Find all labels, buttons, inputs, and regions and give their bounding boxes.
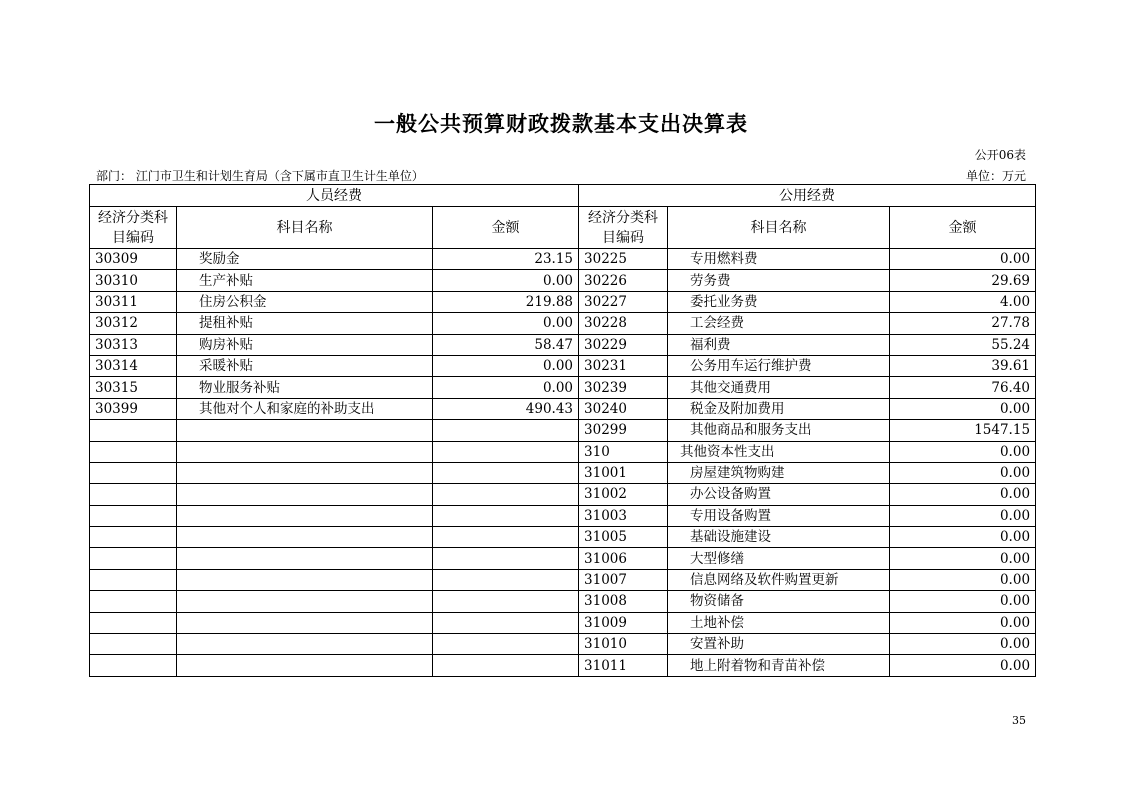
public-name-cell: 信息网络及软件购置更新 [668,569,890,590]
public-name-cell: 房屋建筑物购建 [668,462,890,483]
public-code-cell: 31008 [579,591,668,612]
public-code-cell: 30239 [579,377,668,398]
public-code-cell: 31009 [579,612,668,633]
personnel-code-cell: 30312 [90,313,177,334]
table-row [90,527,1036,548]
public-name-cell: 其他交通费用 [668,377,890,398]
public-amount-cell: 0.00 [890,441,1036,462]
personnel-name-cell [177,655,433,676]
public-amount-cell: 1547.15 [890,420,1036,441]
personnel-amount-cell [433,420,579,441]
public-name-cell: 地上附着物和青苗补偿 [668,655,890,676]
header-code: 经济分类科目编码 [579,207,668,249]
header-amount: 金额 [890,207,1036,249]
personnel-amount-cell: 23.15 [433,249,579,270]
public-name-cell: 劳务费 [668,270,890,291]
personnel-code-cell [90,655,177,676]
unit-label: 单位：万元 [965,169,1026,183]
personnel-name-cell: 购房补贴 [177,334,433,355]
public-amount-cell: 0.00 [890,612,1036,633]
public-name-cell: 委托业务费 [668,291,890,312]
table-row [90,591,1036,612]
expenditure-table [89,184,1036,677]
document-title: 一般公共预算财政拨款基本支出决算表 [374,111,748,136]
personnel-amount-cell: 0.00 [433,313,579,334]
table-row [90,548,1036,569]
personnel-name-cell [177,505,433,526]
header-name: 科目名称 [177,207,433,249]
public-code-cell: 30225 [579,249,668,270]
public-name-cell: 办公设备购置 [668,484,890,505]
public-amount-cell: 0.00 [890,634,1036,655]
department-label: 部门： 江门市卫生和计划生育局（含下属市直卫生计生单位） [96,169,424,183]
public-name-cell: 土地补偿 [668,612,890,633]
personnel-amount-cell [433,591,579,612]
public-name-cell: 专用燃料费 [668,249,890,270]
personnel-code-cell [90,420,177,441]
personnel-code-cell: 30309 [90,249,177,270]
table-row [90,334,1036,355]
personnel-name-cell: 物业服务补贴 [177,377,433,398]
personnel-name-cell: 其他对个人和家庭的补助支出 [177,398,433,419]
personnel-name-cell [177,634,433,655]
table-row [90,377,1036,398]
personnel-name-cell [177,591,433,612]
personnel-code-cell [90,612,177,633]
public-name-cell: 基础设施建设 [668,527,890,548]
personnel-amount-cell: 0.00 [433,377,579,398]
personnel-code-cell: 30313 [90,334,177,355]
public-name-cell: 工会经费 [668,313,890,334]
personnel-code-cell [90,591,177,612]
personnel-amount-cell [433,505,579,526]
table-row [90,505,1036,526]
personnel-code-cell [90,548,177,569]
personnel-name-cell [177,484,433,505]
personnel-code-cell: 30315 [90,377,177,398]
public-name-cell: 公务用车运行维护费 [668,355,890,376]
public-amount-cell: 0.00 [890,462,1036,483]
public-name-cell: 安置补助 [668,634,890,655]
personnel-name-cell [177,548,433,569]
table-row [90,484,1036,505]
public-amount-cell: 0.00 [890,505,1036,526]
table-row [90,655,1036,676]
public-name-cell: 物资储备 [668,591,890,612]
table-row [90,634,1036,655]
personnel-amount-cell [433,527,579,548]
personnel-code-cell: 30310 [90,270,177,291]
public-name-cell: 其他资本性支出 [668,441,890,462]
personnel-amount-cell [433,569,579,590]
table-row [90,291,1036,312]
public-code-cell: 31002 [579,484,668,505]
public-code-cell: 31007 [579,569,668,590]
public-amount-cell: 76.40 [890,377,1036,398]
public-code-cell: 30229 [579,334,668,355]
table-row [90,420,1036,441]
public-code-cell: 30226 [579,270,668,291]
personnel-code-cell [90,569,177,590]
public-amount-cell: 27.78 [890,313,1036,334]
personnel-amount-cell [433,634,579,655]
personnel-code-cell [90,462,177,483]
personnel-name-cell: 住房公积金 [177,291,433,312]
personnel-name-cell: 生产补贴 [177,270,433,291]
public-amount-cell: 29.69 [890,270,1036,291]
public-amount-cell: 0.00 [890,591,1036,612]
table-row [90,569,1036,590]
personnel-amount-cell [433,548,579,569]
personnel-amount-cell [433,655,579,676]
personnel-code-cell [90,441,177,462]
personnel-amount-cell: 490.43 [433,398,579,419]
public-amount-cell: 39.61 [890,355,1036,376]
public-code-cell: 31003 [579,505,668,526]
public-code-cell: 30240 [579,398,668,419]
personnel-name-cell [177,527,433,548]
personnel-name-cell: 奖励金 [177,249,433,270]
group-public: 公用经费 [579,185,1036,207]
table-row [90,249,1036,270]
public-code-cell: 30299 [579,420,668,441]
form-number: 公开06表 [974,148,1026,162]
public-code-cell: 30228 [579,313,668,334]
public-code-cell: 31005 [579,527,668,548]
personnel-name-cell [177,612,433,633]
public-name-cell: 税金及附加费用 [668,398,890,419]
personnel-amount-cell: 219.88 [433,291,579,312]
table-row [90,612,1036,633]
table-row [90,355,1036,376]
header-name: 科目名称 [668,207,890,249]
public-code-cell: 310 [579,441,668,462]
table-row [90,462,1036,483]
table-row [90,441,1036,462]
personnel-code-cell: 30399 [90,398,177,419]
header-amount: 金额 [433,207,579,249]
public-code-cell: 31001 [579,462,668,483]
public-amount-cell: 4.00 [890,291,1036,312]
group-header-row [90,185,1036,207]
public-name-cell: 福利费 [668,334,890,355]
table-row [90,313,1036,334]
public-name-cell: 其他商品和服务支出 [668,420,890,441]
page-number: 35 [1012,714,1026,727]
personnel-code-cell [90,505,177,526]
personnel-code-cell: 30311 [90,291,177,312]
public-name-cell: 专用设备购置 [668,505,890,526]
public-amount-cell: 0.00 [890,569,1036,590]
public-code-cell: 31006 [579,548,668,569]
public-amount-cell: 0.00 [890,655,1036,676]
column-header-row [90,207,1036,249]
public-code-cell: 30227 [579,291,668,312]
personnel-name-cell [177,441,433,462]
public-amount-cell: 55.24 [890,334,1036,355]
personnel-amount-cell [433,441,579,462]
public-amount-cell: 0.00 [890,548,1036,569]
table-row [90,398,1036,419]
header-code: 经济分类科目编码 [90,207,177,249]
public-code-cell: 31010 [579,634,668,655]
personnel-amount-cell [433,462,579,483]
public-amount-cell: 0.00 [890,398,1036,419]
personnel-name-cell [177,462,433,483]
public-amount-cell: 0.00 [890,527,1036,548]
personnel-code-cell [90,634,177,655]
public-name-cell: 大型修缮 [668,548,890,569]
personnel-amount-cell [433,484,579,505]
personnel-amount-cell: 0.00 [433,355,579,376]
public-amount-cell: 0.00 [890,249,1036,270]
personnel-amount-cell: 0.00 [433,270,579,291]
group-personnel: 人员经费 [90,185,579,207]
personnel-name-cell: 采暖补贴 [177,355,433,376]
table-row [90,270,1036,291]
personnel-name-cell [177,420,433,441]
public-amount-cell: 0.00 [890,484,1036,505]
personnel-name-cell [177,569,433,590]
personnel-amount-cell [433,612,579,633]
public-code-cell: 31011 [579,655,668,676]
public-code-cell: 30231 [579,355,668,376]
personnel-code-cell [90,484,177,505]
personnel-amount-cell: 58.47 [433,334,579,355]
personnel-code-cell [90,527,177,548]
personnel-name-cell: 提租补贴 [177,313,433,334]
personnel-code-cell: 30314 [90,355,177,376]
